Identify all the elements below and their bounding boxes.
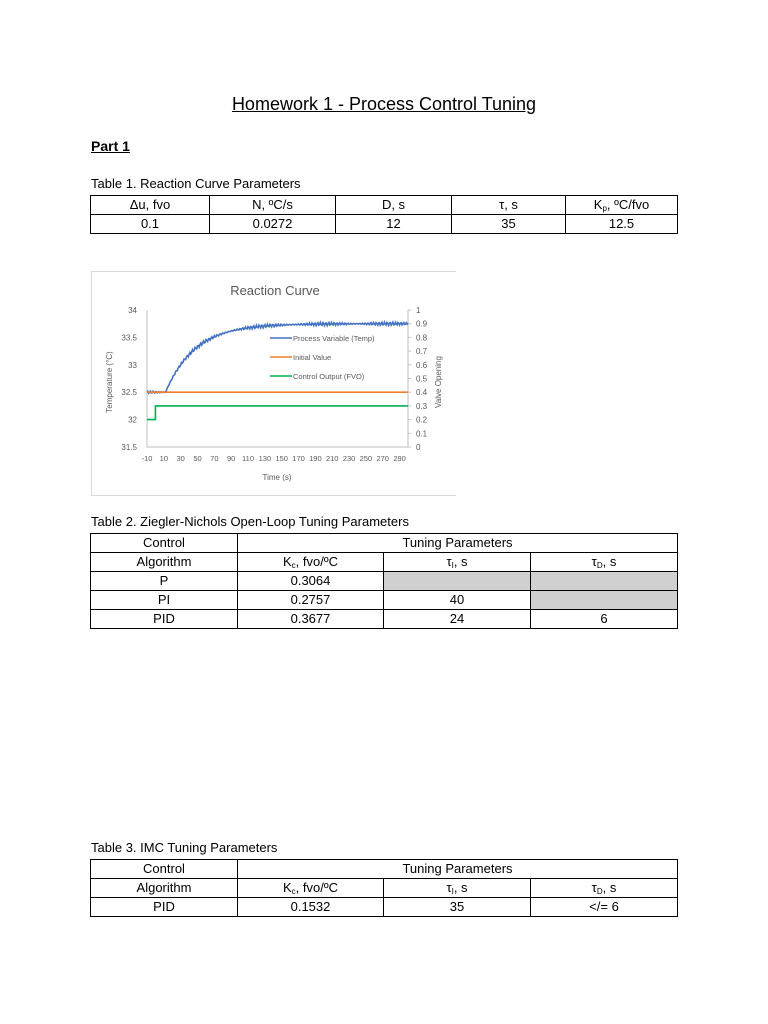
table-header-row [91,860,678,879]
table2-caption: Table 2. Ziegler-Nichols Open-Loop Tuning Parameters [91,514,409,529]
table-header-cell: $K_p$, ºC/fvo [566,196,678,215]
table-cell: 0.1532 [238,898,384,917]
imc-tuning-table [90,859,678,917]
legend-label: Control Output (FVO) [293,372,365,381]
table-cell-empty [384,572,531,591]
y2-tick-label: 0.5 [416,374,428,384]
x-tick-label: 230 [342,454,356,463]
page-title: Homework 1 - Process Control Tuning [231,94,537,114]
table-group-header: Tuning Parameters [238,534,678,553]
y-tick-label: 33 [128,360,137,370]
table-header-row [91,553,678,572]
table-header-cell: $K_c$, fvo/ºC [238,879,384,898]
table-cell: 35 [384,898,531,917]
table-cell: 0.0272 [210,215,336,234]
y2-tick-label: 0.2 [416,415,428,425]
table-header-cell: $K_c$, fvo/ºC [238,553,384,572]
chart-svg [92,272,456,495]
table-header-cell: N, ºC/s [210,196,336,215]
table-header-row [91,879,678,898]
table1-caption: Table 1. Reaction Curve Parameters [91,176,301,191]
section-heading: Part 1 [91,138,130,154]
table-cell: 24 [384,610,531,629]
x-tick-label: 270 [376,454,389,463]
x-axis-label: Time (s) [262,473,292,482]
y-tick-label: 34 [128,306,137,315]
x-tick-label: 130 [258,454,272,463]
table-cell: 6 [531,610,678,629]
table-header-cell: $\tau_D$, s [531,879,678,898]
y-tick-label: 32.5 [121,388,137,398]
x-tick-label: 50 [193,454,202,463]
y-tick-label: 31.5 [121,443,137,452]
y2-tick-label: 0.8 [416,333,428,343]
x-tick-label: 70 [210,454,219,463]
table-cell: 12 [336,215,452,234]
y2-axis-label: Valve Opening [434,356,443,408]
y2-tick-label: 0 [416,443,421,452]
y2-tick-label: 0.3 [416,401,428,411]
reaction-curve-table [90,195,678,234]
x-tick-label: 250 [359,454,373,463]
reaction-curve-chart [91,271,456,496]
y2-tick-label: 0.1 [416,429,428,439]
table-cell: 35 [452,215,566,234]
table-cell: PID [91,898,238,917]
legend-label: Initial Value [293,353,332,362]
table-header-cell: $\tau_I$, s [384,553,531,572]
table-header-cell: Algorithm [91,879,238,898]
x-tick-label: 110 [242,454,255,463]
x-tick-label: 90 [227,454,236,463]
table-cell-empty [531,572,678,591]
table-header-cell: Control [91,860,238,879]
table-row [91,591,678,610]
legend-label: Process Variable (Temp) [293,334,375,343]
table-header-cell: τ, s [452,196,566,215]
series-line-control-output [147,406,408,420]
x-tick-label: 210 [325,454,339,463]
table-cell: 12.5 [566,215,678,234]
table-row [91,898,678,917]
x-tick-label: 150 [275,454,288,463]
table-row [91,610,678,629]
table-cell: </= 6 [531,898,678,917]
table-header-cell: Control [91,534,238,553]
table-header-cell: $\tau_I$, s [384,879,531,898]
x-tick-label: 290 [393,454,406,463]
y2-tick-label: 0.7 [416,347,428,357]
table-row [91,572,678,591]
table-header-cell: Algorithm [91,553,238,572]
table-header-row [91,196,678,215]
x-tick-label: 190 [309,454,322,463]
chart-title: Reaction Curve [230,283,320,298]
x-tick-label: -10 [141,454,153,463]
table-header-cell: Δu, fvo [91,196,210,215]
y-axis-label: Temperature (°C) [105,351,114,413]
table-cell: 0.1 [91,215,210,234]
table-row [91,215,678,234]
x-tick-label: 30 [176,454,185,463]
y2-tick-label: 0.9 [416,319,428,329]
x-tick-label: 170 [292,454,305,463]
y-tick-label: 32 [128,415,137,425]
table-header-row [91,534,678,553]
table-header-cell: D, s [336,196,452,215]
y-tick-label: 33.5 [121,333,137,343]
table-cell: 0.2757 [238,591,384,610]
y2-tick-label: 0.6 [416,360,428,370]
table-cell: 0.3677 [238,610,384,629]
zn-tuning-table [90,533,678,629]
y2-tick-label: 1 [416,306,421,315]
x-tick-label: 10 [159,454,169,463]
table-cell: PID [91,610,238,629]
y2-tick-label: 0.4 [416,388,428,398]
table-cell: PI [91,591,238,610]
table-group-header: Tuning Parameters [238,860,678,879]
table-header-cell: $\tau_D$, s [531,553,678,572]
table-cell: 0.3064 [238,572,384,591]
table-cell: P [91,572,238,591]
table3-caption: Table 3. IMC Tuning Parameters [91,840,278,855]
table-cell: 40 [384,591,531,610]
table-cell-empty [531,591,678,610]
